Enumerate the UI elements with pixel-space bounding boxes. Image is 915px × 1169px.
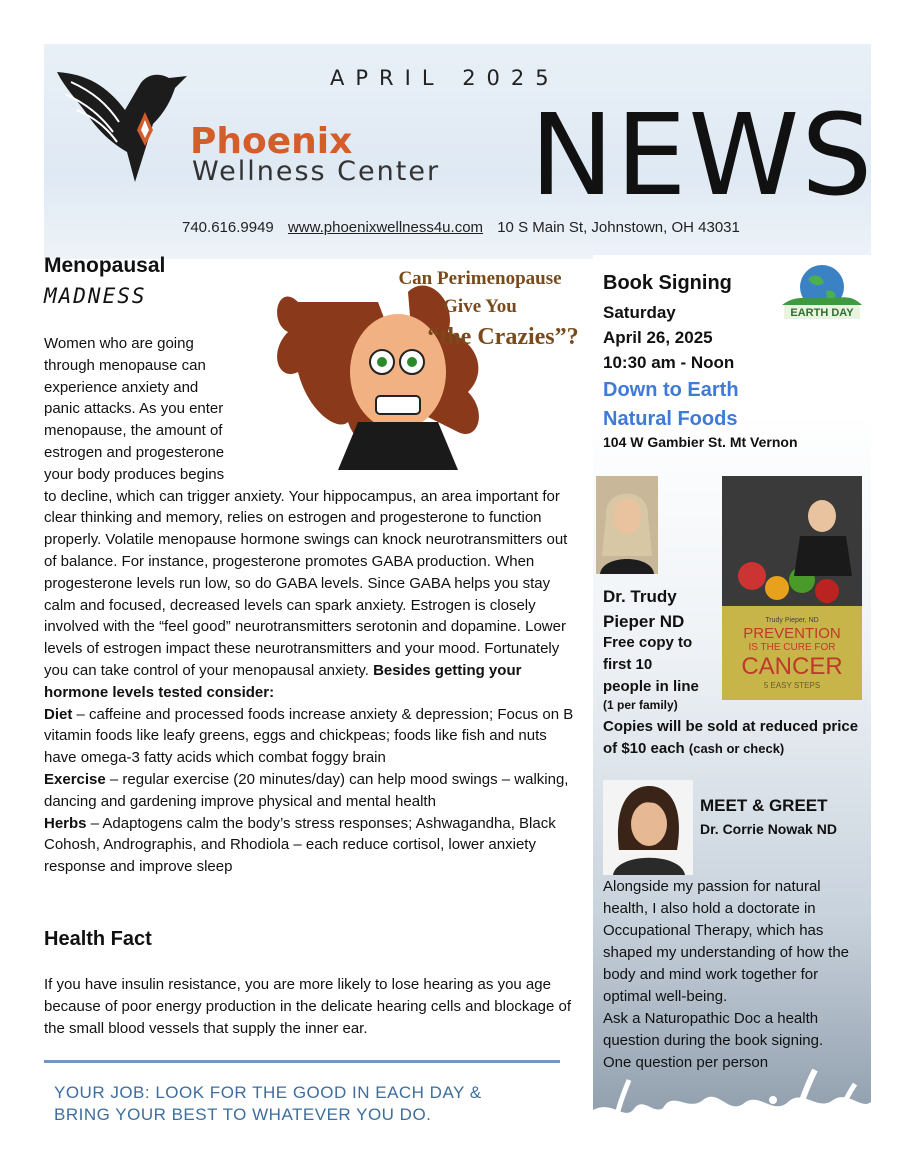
contact-line <box>182 219 750 236</box>
intro-line: panic attacks. As you enter <box>44 400 224 418</box>
cartoon-caption-1: Can Perimenopause <box>398 268 562 289</box>
author-name <box>603 584 684 634</box>
divider <box>44 1060 560 1063</box>
article-body <box>44 333 579 878</box>
phone-number: 740.616.9949 <box>182 219 274 236</box>
body-text: to decline, which can trigger anxiety. Your hippocampus, an area important for clear thinking and memory, relies on estrogen and progesterone to function properly. Volatile menopause hormone swings can knock neurotransmitters out of balance. For instance, progesterone promotes GABA production. When progesterone levels run low, so do GABA levels. Since GABA helps you stay calm and focused, decreased levels can spark anxiety. Estrogen is closely involved with the “feel good” neurotransmitters serotonin and dopamine. Lower levels of estrogen impact these neurotransmitters and your mood. Fortunately you can take control of your menopausal anxiety. <box>44 487 568 679</box>
intro-line: menopause, the amount of <box>44 422 223 440</box>
meet-greet-title: MEET & GREET <box>700 796 828 815</box>
article-subtitle: MADNESS <box>44 284 147 308</box>
body-bold-text: Besides getting your hormone levels tested consider: <box>44 661 522 701</box>
doctor-photo-icon <box>603 780 693 875</box>
issue-date: APRIL 2025 <box>330 66 560 90</box>
book-title-line-1: PREVENTION <box>743 625 841 642</box>
book-signing-title: Book Signing <box>603 272 732 294</box>
book-cover-icon <box>722 476 862 700</box>
diet-label: Diet <box>44 705 73 723</box>
diet-tip <box>44 704 579 769</box>
slogan-line: YOUR JOB: LOOK FOR THE GOOD IN EACH DAY & <box>54 1083 482 1102</box>
book-author: Trudy Pieper, ND <box>765 617 819 624</box>
offer-line: people in line <box>603 678 699 695</box>
intro-line: Women who are going <box>44 335 194 352</box>
health-fact-text: If you have insulin resistance, you are more likely to lose hearing as you age because of poor energy production in the delicate hearing cells and blockage of the small blood vessels that supply the inner ear. <box>44 976 572 1037</box>
intro-line: estrogen and progesterone <box>44 443 225 461</box>
store-name-line: Down to Earth <box>603 379 739 401</box>
slogan-line: BRING YOUR BEST TO WHATEVER YOU DO. <box>54 1105 432 1124</box>
store-name <box>603 376 739 434</box>
signing-time: 10:30 am - Noon <box>603 353 735 372</box>
free-copy-offer <box>603 632 713 698</box>
herbs-tip <box>44 813 579 878</box>
street-address: 10 S Main St, Johnstown, OH 43031 <box>497 219 740 236</box>
offer-line: Free copy to <box>603 634 693 651</box>
slogan <box>54 1082 482 1126</box>
meet-paragraph: Ask a Naturopathic Doc a health question during the book signing. <box>603 1010 824 1049</box>
intro-line: experience anxiety and <box>44 378 199 396</box>
author-photo-icon <box>596 476 658 574</box>
flower-decoration-icon <box>593 1040 871 1133</box>
family-note: (1 per family) <box>603 698 678 712</box>
article-title: Menopausal <box>44 254 166 277</box>
author-name-line: Pieper ND <box>603 612 685 631</box>
store-name-line: Natural Foods <box>603 408 738 430</box>
brand-subtitle: Wellness Center <box>192 156 441 187</box>
earth-day-badge-icon <box>778 261 866 323</box>
author-name-line: Dr. Trudy <box>603 587 677 606</box>
meet-greet-name: Dr. Corrie Nowak ND <box>700 821 837 837</box>
herbs-text: – Adaptogens calm the body’s stress responses; Ashwagandha, Black Cohosh, Andrographis, and Rhodiola – each reduce cortisol, lower anxiety response and improve sleep <box>44 814 556 876</box>
store-address: 104 W Gambier St. Mt Vernon <box>603 434 798 450</box>
cartoon-caption-3: “the Crazies”? <box>427 324 579 350</box>
exercise-label: Exercise <box>44 770 106 788</box>
website-link[interactable]: www.phoenixwellness4u.com <box>287 219 484 236</box>
offer-line: first 10 <box>603 656 653 673</box>
book-title-line-2: IS THE CURE FOR <box>748 642 836 653</box>
intro-line: your body produces begins <box>44 465 225 483</box>
signing-day: Saturday <box>603 303 676 322</box>
meet-paragraph: One question per person <box>603 1054 769 1071</box>
intro-line: through menopause can <box>44 356 206 374</box>
payment-methods: (cash or check) <box>688 741 785 756</box>
meet-paragraph: Alongside my passion for natural health, I also hold a doctorate in Occupational Therapy, which has shaped my understanding of how the body and mind work together for optimal well-being. <box>603 878 849 1005</box>
book-title-line-3: CANCER <box>741 653 843 680</box>
book-signing-when <box>603 300 734 375</box>
phoenix-logo-icon <box>47 52 195 192</box>
cartoon-caption-2: Give You <box>443 296 517 317</box>
earth-day-label: EARTH DAY <box>790 307 854 319</box>
health-fact-title: Health Fact <box>44 928 152 950</box>
brand-name: Phoenix <box>190 121 353 162</box>
exercise-tip <box>44 769 579 813</box>
herbs-label: Herbs <box>44 814 87 832</box>
exercise-text: – regular exercise (20 minutes/day) can help mood swings – walking, dancing and gardening improve physical and mental health <box>44 770 569 810</box>
body-paragraph <box>44 486 579 704</box>
price-note <box>603 716 873 760</box>
book-subtitle: 5 EASY STEPS <box>763 681 821 690</box>
price-text: Copies will be sold at reduced price of $10 each <box>603 718 859 757</box>
signing-date: April 26, 2025 <box>603 328 713 347</box>
diet-text: – caffeine and processed foods increase anxiety & depression; Focus on B vitamin foods like leafy greens, eggs and chickpeas; foods like fish and nuts have omega-3 fatty acids which combat foggy brain <box>44 705 574 767</box>
newsletter-title: NEWS <box>530 91 875 221</box>
